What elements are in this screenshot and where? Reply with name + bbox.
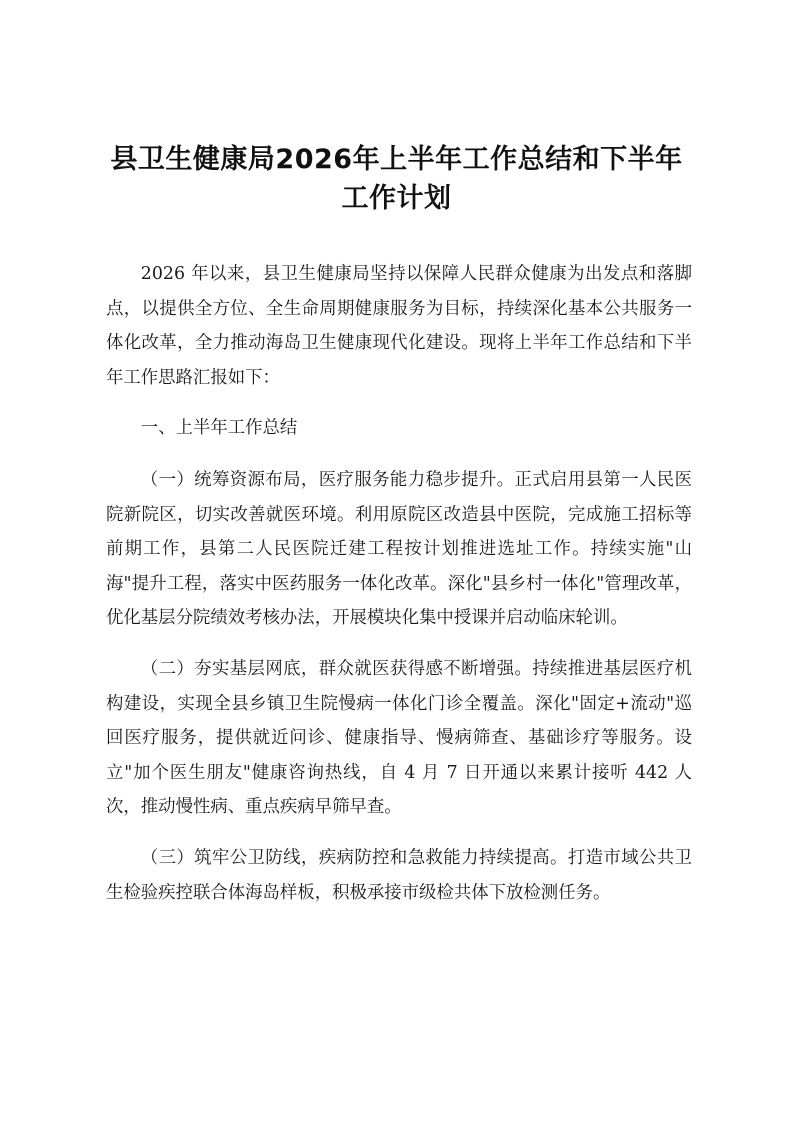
section-paragraph-3: （三）筑牢公卫防线，疾病防控和急救能力持续提高。打造市域公共卫生检验疾控联合体海岛样板，积极承接市级检共体下放检测任务。 <box>106 847 692 903</box>
section-paragraph-2: （二）夯实基层网底，群众就医获得感不断增强。持续推进基层医疗机构建设，实现全县乡镇卫生院慢病一体化门诊全覆盖。深化"固定+流动"巡回医疗服务，提供就近问诊、健康指导、慢病筛查、基础诊疗等服务。设立"加个医生朋友"健康咨询热线，自 4 月 7 日开通以来累计接听 442 人次，推动慢性病、重点疾病早筛早查。 <box>106 658 692 818</box>
document-title: 县卫生健康局2026年上半年工作总结和下半年工作计划 <box>110 144 683 214</box>
document-body <box>106 257 692 926</box>
intro-paragraph: 2026 年以来，县卫生健康局坚持以保障人民群众健康为出发点和落脚点，以提供全方位、全生命周期健康服务为目标，持续深化基本公共服务一体化改革，全力推动海岛卫生健康现代化建设。现将上半年工作总结和下半年工作思路汇报如下： <box>106 264 692 388</box>
section-paragraph-1: （一）统筹资源布局，医疗服务能力稳步提升。正式启用县第一人民医院新院区，切实改善就医环境。利用原院区改造县中医院，完成施工招标等前期工作，县第二人民医院迁建工程按计划推进选址工作。持续实施"山海"提升工程，落实中医药服务一体化改革。深化"县乡村一体化"管理改革，优化基层分院绩效考核办法，开展模块化集中授课并启动临床轮训。 <box>106 469 692 629</box>
section-heading: 一、上半年工作总结 <box>140 418 298 439</box>
